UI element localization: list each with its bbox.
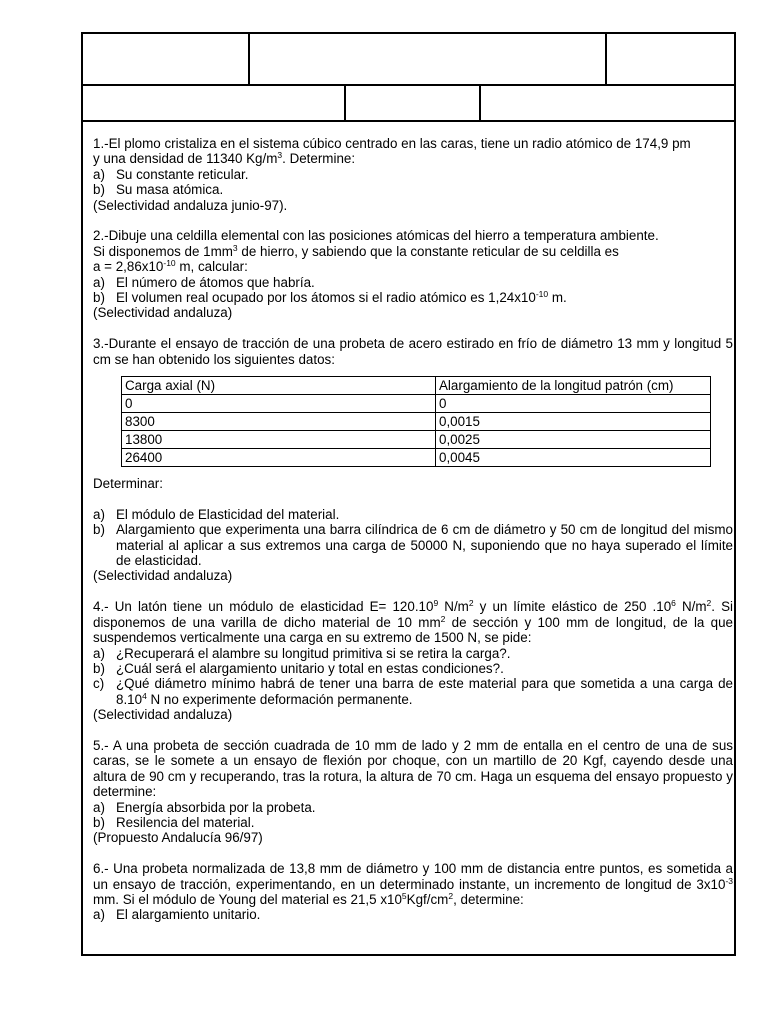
header-divider: [344, 84, 346, 120]
table-cell: 26400: [122, 449, 436, 467]
source-note: (Selectividad andaluza): [93, 707, 233, 723]
table-header-cell: Carga axial (N): [122, 377, 436, 395]
q2-line: Si disponemos de $1mm^3$ de hierro, y sabiendo que la constante reticular de su celdilla es: [93, 242, 619, 259]
question-2: [93, 228, 733, 320]
table-cell: 0,0015: [436, 413, 711, 431]
source-note: (Selectividad andaluza junio-97).: [93, 197, 288, 213]
question-3: [93, 336, 733, 584]
table-cell: 0,0045: [436, 449, 711, 467]
list-item: b) Su masa atómica.: [93, 182, 224, 198]
source-note: (Selectividad andaluza): [93, 568, 233, 584]
header-divider: [605, 34, 607, 84]
question-1: [93, 136, 733, 213]
header-row-2: [83, 84, 734, 122]
q5-intro: 5.- A una probeta de sección cuadrada de 10 mm de lado y 2 mm de entalla en el centro de una de sus caras, se le somete a un ensayo de flexión por choque, con un martillo de 20 Kgf, cayendo desde una altura de 90 cm y recuperando, tras la rotura, la altura de 70 cm. Haga un esquema del ensayo propuesto y determine:: [93, 737, 733, 800]
table-row: [122, 431, 711, 449]
table-header-cell: Alargamiento de la longitud patrón (cm): [436, 377, 711, 395]
q1-line: y una densidad de 11340 $Kg/m^3$. Determine:: [93, 150, 356, 167]
list-item: a) El número de átomos que habría.: [93, 274, 315, 290]
q2-line: 2.-Dibuje una celdilla elemental con las posiciones atómicas del hierro a temperatura ambiente.: [93, 228, 659, 244]
list-item: b) Resilencia del material.: [93, 814, 255, 830]
list-item: a) ¿Recuperará el alambre su longitud primitiva si se retira la carga?.: [93, 645, 511, 661]
question-6: [93, 861, 733, 923]
list-item: a) El alargamiento unitario.: [93, 907, 261, 923]
list-item: a) El módulo de Elasticidad del material.: [93, 506, 340, 522]
list-item: a) Energía absorbida por la probeta.: [93, 799, 316, 815]
question-5: [93, 738, 733, 846]
table-cell: 0: [436, 395, 711, 413]
table-header-row: [122, 377, 711, 395]
question-4: [93, 599, 733, 722]
list-item: b) El volumen real ocupado por los átomos si el radio atómico es $1,24x10^{-10}$ m.: [93, 289, 567, 306]
table-cell: 0,0025: [436, 431, 711, 449]
q2-line: $a = 2,86x10^{-10}$ m, calcular:: [93, 258, 248, 275]
list-item: a) Su constante reticular.: [93, 166, 249, 182]
table-row: [122, 413, 711, 431]
table-row: [122, 395, 711, 413]
table-cell: 0: [122, 395, 436, 413]
list-item: c) ¿Qué diámetro mínimo habrá de tener una barra de este material para que sometida a una carga de 8.10$^4$ N no experimente deformación permanente.: [93, 676, 733, 707]
list-item: b) ¿Cuál será el alargamiento unitario y total en estas condiciones?.: [93, 660, 504, 676]
data-table: [121, 376, 711, 467]
table-row: [122, 449, 711, 467]
header-row-1: [83, 34, 734, 86]
document-frame: [81, 32, 736, 956]
q3-intro: 3.-Durante el ensayo de tracción de una probeta de acero estirado en frío de diámetro 13 mm y longitud 5 cm se han obtenido los siguientes datos:: [93, 336, 733, 367]
q1-line: 1.-El plomo cristaliza en el sistema cúbico centrado en las caras, tiene un radio atómico de 174,9 pm: [93, 136, 691, 151]
q4-intro: 4.- Un latón tiene un módulo de elasticidad $E= 120.10^9$ $N/m^2$ y un límite elástico de 250 $.10^6$ $N/m^2$. Si disponemos de una varilla de dicho material de 10 $mm^2$ de sección y 100 mm de longitud, de la que suspendemos verticalmente una carga en su extremo de 1500 N, se pide:: [93, 598, 734, 646]
source-note: (Propuesto Andalucía 96/97): [93, 830, 263, 846]
table-cell: 13800: [122, 431, 436, 449]
list-item: b) Alargamiento que experimenta una barra cilíndrica de 6 cm de diámetro y 50 cm de longitud del mismo material al aplicar a sus extremos una carga de 50000 N, suponiendo que no haya superado el límite de elasticidad.: [93, 522, 733, 569]
header-divider: [248, 34, 250, 84]
source-note: (Selectividad andaluza): [93, 305, 233, 321]
header-divider: [479, 84, 481, 120]
table-cell: 8300: [122, 413, 436, 431]
q3-determine: Determinar:: [93, 476, 163, 492]
exercise-content: [93, 136, 733, 923]
q6-intro: 6.- Una probeta normalizada de 13,8 mm de diámetro y 100 mm de distancia entre puntos, es sometida a un ensayo de tracción, experimentando, en un determinado instante, un incremento de longitud de $3x10^{-3}$ mm. Si el módulo de Young del material es 21,5 $x10^5Kgf/cm^2$, determine:: [93, 861, 733, 907]
